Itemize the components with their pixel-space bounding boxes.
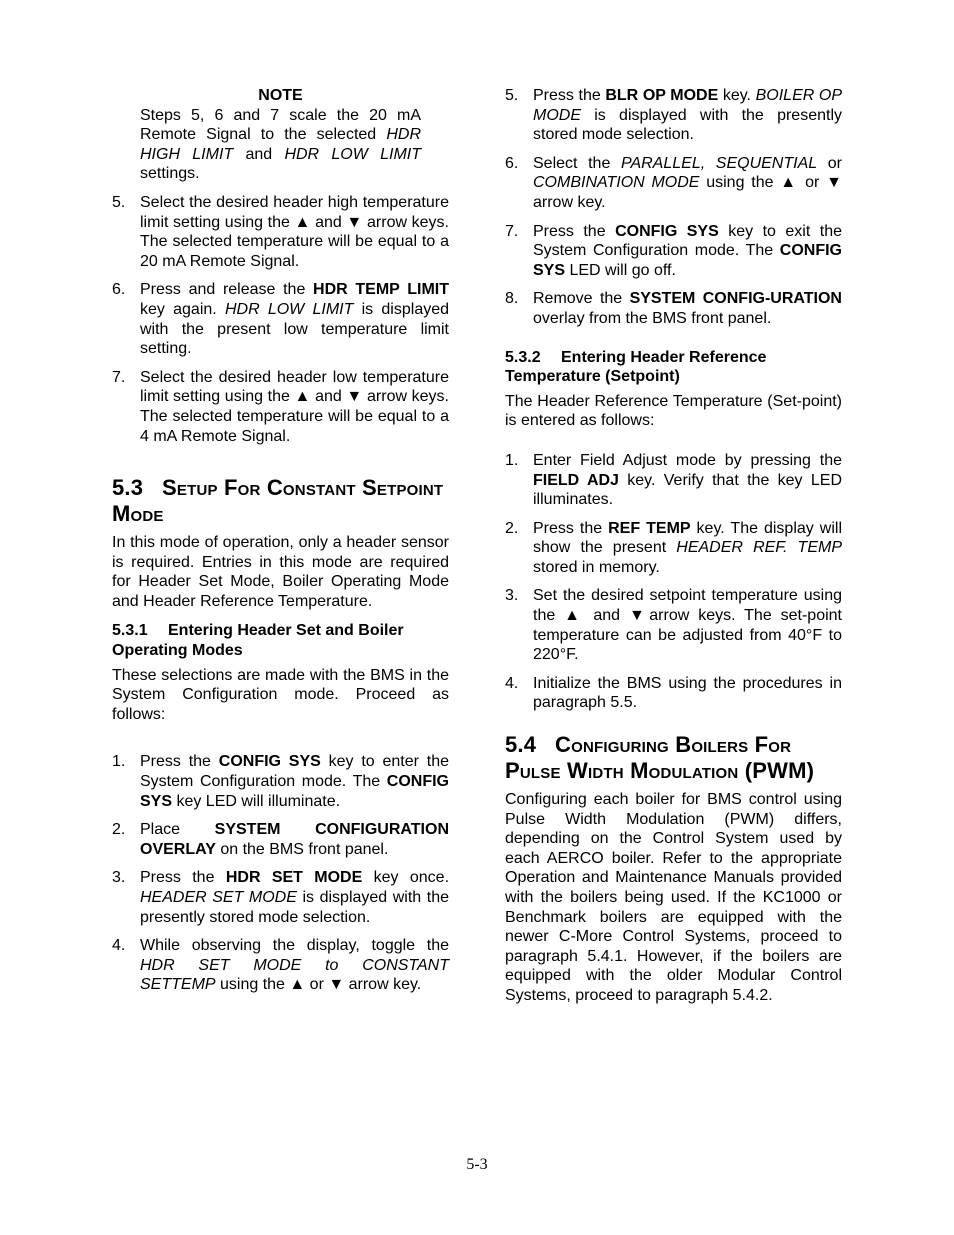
right-column <box>505 86 842 1006</box>
step-number: 3. <box>505 587 519 605</box>
list-item <box>505 289 842 328</box>
page-number: 5-3 <box>466 1156 488 1173</box>
step-list-config-modes <box>112 752 449 995</box>
step-text: Select the desired header low temperature limit setting using the ▲ and ▼ arrow keys. The selected temperature will be equal to a 4 mA Remote Signal. <box>140 368 449 445</box>
step-text: Set the desired setpoint temperature using the ▲ and ▼arrow keys. The set-point temperature can be adjusted from 40°F to 220°F. <box>533 587 842 664</box>
step-number: 4. <box>112 937 126 955</box>
step-text: Press the HDR SET MODE key once. HEADER SET MODE is displayed with the presently stored mode selection. <box>140 869 450 926</box>
step-text: Select the desired header high temperature limit setting using the ▲ and ▼ arrow keys. The selected temperature will be equal to a 20 mA Remote Signal. <box>140 193 449 270</box>
note-body: Steps 5, 6 and 7 scale the 20 mA Remote Signal to the selected HDR HIGH LIMIT and HDR LOW LIMIT settings. <box>140 106 421 183</box>
step-text: Enter Field Adjust mode by pressing the FIELD ADJ key. Verify that the key LED illuminates. <box>533 451 842 509</box>
section-title: Configuring Boilers For Pulse Width Modulation (PWM) <box>505 732 815 784</box>
step-number: 5. <box>505 87 519 104</box>
step-text: Remove the SYSTEM CONFIG-URATION overlay from the BMS front panel. <box>533 290 842 327</box>
section-5-4-heading <box>505 732 842 784</box>
subsection-title: Entering Header Reference Temperature (Setpoint) <box>505 348 767 386</box>
section-title: Setup For Constant Setpoint Mode <box>112 475 444 527</box>
list-item <box>112 752 449 811</box>
step-text: Press and release the HDR TEMP LIMIT key again. HDR LOW LIMIT is displayed with the present low temperature limit setting. <box>140 281 450 358</box>
step-number: 1. <box>112 753 126 771</box>
step-list-header-limits <box>112 193 449 446</box>
section-number: 5.4 <box>505 732 537 758</box>
left-column <box>112 86 449 1004</box>
list-item <box>112 820 449 859</box>
list-item <box>505 586 842 664</box>
subsection-number: 5.3.2 <box>505 348 541 366</box>
list-item <box>505 451 842 510</box>
subsection-number: 5.3.1 <box>112 622 148 640</box>
list-item <box>112 868 449 927</box>
subsection-5-3-1-body: These selections are made with the BMS in the System Configuration mode. Proceed as follows: <box>112 666 449 723</box>
step-number: 6. <box>505 154 519 172</box>
subsection-5-3-2-heading <box>505 348 842 387</box>
step-number: 1. <box>505 451 519 469</box>
step-text: While observing the display, toggle the HDR SET MODE to CONSTANT SETTEMP using the ▲ or ▼ arrow key. <box>140 937 449 994</box>
section-5-3-heading <box>112 475 449 527</box>
step-text: Place SYSTEM CONFIGURATION OVERLAY on the BMS front panel. <box>140 821 449 858</box>
list-item <box>505 674 842 713</box>
step-text: Press the CONFIG SYS key to enter the System Configuration mode. The CONFIG SYS key LED will illuminate. <box>140 753 450 810</box>
step-number: 7. <box>112 368 126 386</box>
list-item <box>112 193 449 271</box>
note-title: NOTE <box>258 87 303 104</box>
step-text: Select the PARALLEL, SEQUENTIAL or COMBINATION MODE using the ▲ or ▼ arrow key. <box>533 154 843 211</box>
step-text: Press the REF TEMP key. The display will show the present HEADER REF. TEMP stored in memory. <box>533 519 842 576</box>
section-number: 5.3 <box>112 475 144 501</box>
list-item <box>505 519 842 578</box>
step-number: 4. <box>505 674 519 692</box>
section-5-3-body: In this mode of operation, only a header sensor is required. Entries in this mode are required for Header Set Mode, Boiler Operating Mode and Header Reference Temperature. <box>112 534 449 610</box>
step-number: 2. <box>112 821 126 839</box>
step-text: Press the BLR OP MODE key. BOILER OP MODE is displayed with the presently stored mode selection. <box>533 87 843 144</box>
subsection-5-3-2-body: The Header Reference Temperature (Set-point) is entered as follows: <box>505 392 842 430</box>
list-item <box>112 280 449 358</box>
step-text: Press the CONFIG SYS key to exit the System Configuration mode. The CONFIG SYS LED will go off. <box>533 222 842 279</box>
step-number: 2. <box>505 519 519 537</box>
list-item <box>505 86 842 145</box>
subsection-title: Entering Header Set and Boiler Operating Modes <box>112 622 404 660</box>
step-number: 7. <box>505 222 519 240</box>
list-item <box>505 154 842 213</box>
step-list-setpoint <box>505 451 842 713</box>
list-item <box>112 936 449 995</box>
subsection-5-3-1-heading <box>112 621 449 660</box>
step-number: 8. <box>505 290 519 308</box>
step-list-boiler-op-mode <box>505 86 842 329</box>
step-text: Initialize the BMS using the procedures in paragraph 5.5. <box>533 674 842 712</box>
list-item <box>112 368 449 446</box>
section-5-4-body: Configuring each boiler for BMS control using Pulse Width Modulation (PWM) differs, depending on the Control System used by each AERCO boiler. Refer to the appropriate Operation and Maintenance Manuals provided with the boilers being used. If the KC1000 or Benchmark boilers are equipped with the newer C-More Control Systems, proceed to paragraph 5.4.1. However, if the boilers are equipped with the older Modular Control Systems, proceed to paragraph 5.4.2. <box>505 791 842 1004</box>
step-number: 6. <box>112 281 126 299</box>
step-number: 3. <box>112 869 126 887</box>
step-number: 5. <box>112 193 126 211</box>
list-item <box>505 222 842 281</box>
